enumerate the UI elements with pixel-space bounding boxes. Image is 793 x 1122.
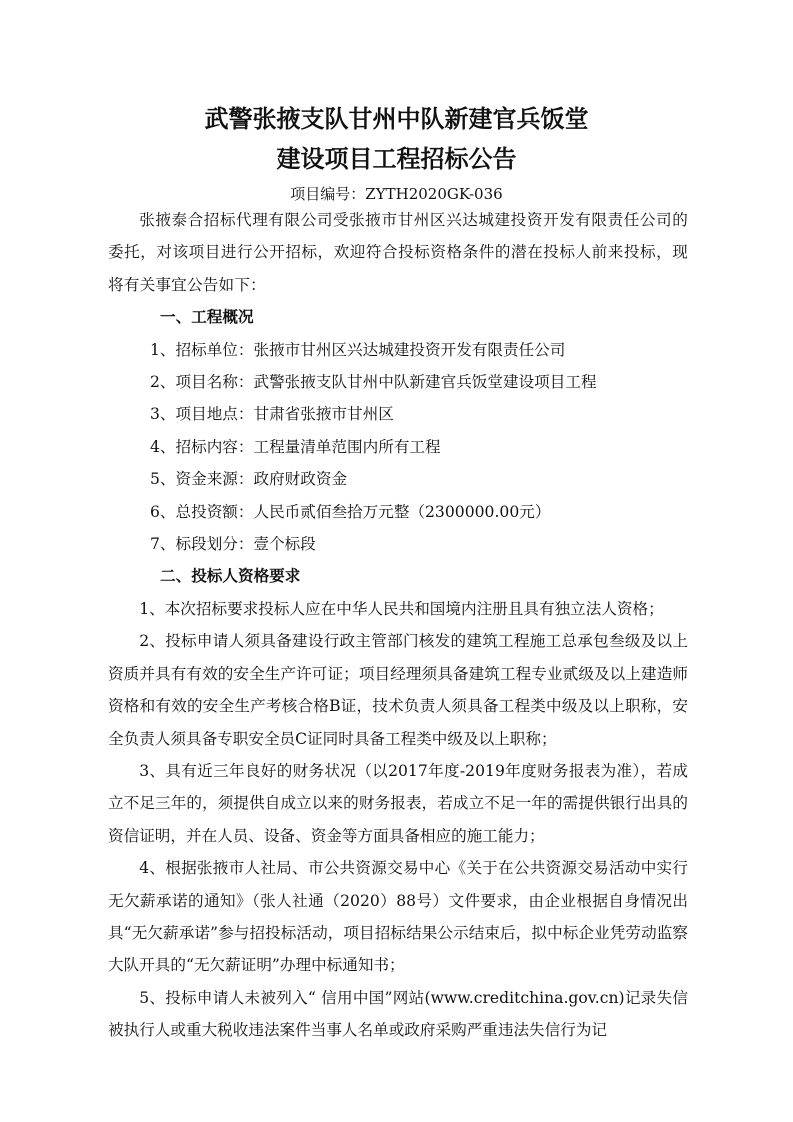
document-title-line1: 武警张掖支队甘州中队新建官兵饭堂 — [204, 105, 589, 133]
project-number: 项目编号：ZYTH2020GK-036 — [290, 185, 503, 203]
overview-item: 6、总投资额：人民币贰佰叁拾万元整（2300000.00元） — [150, 502, 551, 521]
overview-item: 2、项目名称：武警张掖支队甘州中队新建官兵饭堂建设项目工程 — [150, 373, 597, 392]
qualification-item: 1、本次招标要求投标人应在中华人民共和国境内注册且具有独立法人资格； — [139, 599, 664, 618]
document-body — [108, 204, 688, 1047]
section-heading-overview: 一、工程概况 — [160, 308, 254, 327]
section-heading-qualifications: 二、投标人资格要求 — [160, 567, 301, 586]
qualification-item: 2、投标申请人须具备建设行政主管部门核发的建筑工程施工总承包叁级及以上资质并具有有效的安全生产许可证；项目经理须具备建筑工程专业贰级及以上建造师资格和有效的安全生产考核合格B证，技术负责人须具备工程类中级及以上职称，安全负责人须具备专职安全员C证同时具备工程类中级及以上职称； — [108, 632, 688, 748]
overview-item: 3、项目地点：甘肃省张掖市甘州区 — [150, 405, 394, 424]
qualification-item: 5、投标申请人未被列入“ 信用中国”网站(www.creditchina.gov.cn)记录失信被执行人或重大税收违法案件当事人名单或政府采购严重违法失信行为记 — [108, 988, 688, 1040]
overview-item: 7、标段划分：壹个标段 — [150, 535, 316, 554]
qualification-item: 4、根据张掖市人社局、市公共资源交易中心《关于在公共资源交易活动中实行无欠薪承诺的通知》（张人社通（2020）88号）文件要求，由企业根据自身情况出具“无欠薪承诺”参与招投标活动，项目招标结果公示结束后，拟中标企业凭劳动监察大队开具的“无欠薪证明”办理中标通知书； — [108, 859, 688, 975]
overview-item: 1、招标单位：张掖市甘州区兴达城建投资开发有限责任公司 — [150, 340, 566, 359]
document-title-line2: 建设项目工程招标公告 — [276, 145, 517, 173]
intro-paragraph: 张掖泰合招标代理有限公司受张掖市甘州区兴达城建投资开发有限责任公司的委托，对该项目进行公开招标，欢迎符合投标资格条件的潜在投标人前来投标，现将有关事宜公告如下： — [108, 211, 688, 294]
overview-item: 5、资金来源：政府财政资金 — [150, 470, 348, 489]
qualification-item: 3、具有近三年良好的财务状况（以2017年度-2019年度财务报表为准），若成立不足三年的，须提供自成立以来的财务报表，若成立不足一年的需提供银行出具的资信证明，并在人员、设备、资金等方面具备相应的施工能力； — [108, 761, 688, 845]
overview-item: 4、招标内容：工程量清单范围内所有工程 — [150, 437, 441, 456]
